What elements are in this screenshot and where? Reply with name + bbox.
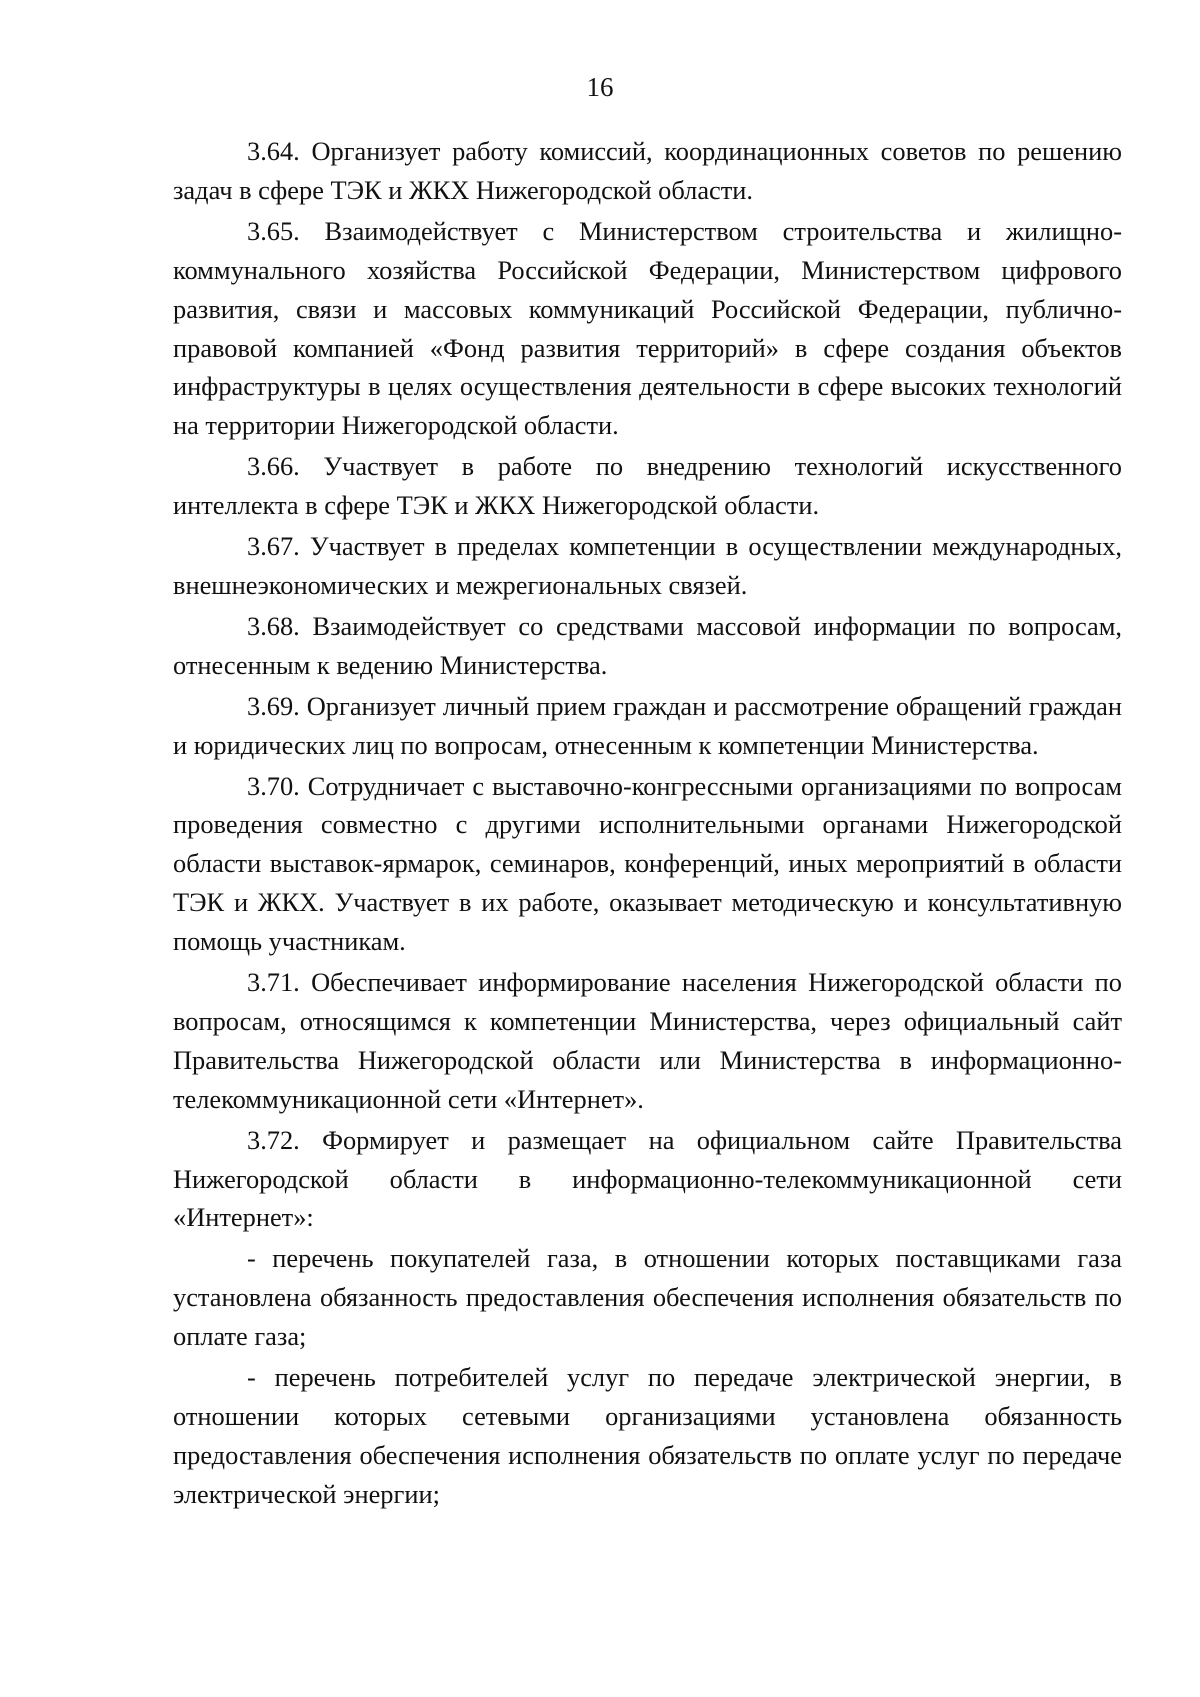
list-item-electricity-consumers: - перечень потребителей услуг по передаче электрической энергии, в отношении которых сетевыми организациями установлена обязанность предоставления обеспечения исполнения обязательств по оплате услуг по передаче электрической энергии;: [173, 1362, 1122, 1509]
list-item-gas-buyers: - перечень покупателей газа, в отношении которых поставщиками газа установлена обязанность предоставления обеспечения исполнения обязательств по оплате газа;: [173, 1243, 1122, 1352]
paragraph-3-69: 3.69. Организует личный прием граждан и рассмотрение обращений граждан и юридических лиц по вопросам, отнесенным к компетенции Министерства.: [173, 690, 1122, 760]
paragraph-3-67: 3.67. Участвует в пределах компетенции в осуществлении международных, внешнеэкономических и межрегиональных связей.: [173, 531, 1122, 600]
paragraph-3-65: 3.65. Взаимодействует с Министерством строительства и жилищно-коммунального хозяйства Российской Федерации, Министерством цифрового развития, связи и массовых коммуникаций Российской Федерации, публично-правовой компанией «Фонд развития территорий» в сфере создания объектов инфраструктуры в целях осуществления деятельности в сфере высоких технологий на территории Нижегородской области.: [173, 215, 1122, 441]
document-body: [173, 132, 1122, 1516]
paragraph-3-68: 3.68. Взаимодействует со средствами массовой информации по вопросам, отнесенным к ведению Министерства.: [173, 610, 1122, 680]
paragraph-3-71: 3.71. Обеспечивает информирование населения Нижегородской области по вопросам, относящимся к компетенции Министерства, через официальный сайт Правительства Нижегородской области или Министерства в информационно-телекоммуникационной сети «Интернет».: [173, 967, 1122, 1114]
paragraph-3-72: 3.72. Формирует и размещает на официальном сайте Правительства Нижегородской области в информационно-телекоммуникационной сети «Интернет»:: [173, 1124, 1122, 1233]
paragraph-3-64: 3.64. Организует работу комиссий, координационных советов по решению задач в сфере ТЭК и ЖКХ Нижегородской области.: [173, 136, 1122, 205]
page-number: 16: [586, 72, 614, 102]
paragraph-3-70: 3.70. Сотрудничает с выставочно-конгрессными организациями по вопросам проведения совместно с другими исполнительными органами Нижегородской области выставок-ярмарок, семинаров, конференций, иных мероприятий в области ТЭК и ЖКХ. Участвует в их работе, оказывает методическую и консультативную помощь участникам.: [173, 770, 1122, 957]
paragraph-3-66: 3.66. Участвует в работе по внедрению технологий искусственного интеллекта в сфере ТЭК и ЖКХ Нижегородской области.: [173, 451, 1122, 521]
